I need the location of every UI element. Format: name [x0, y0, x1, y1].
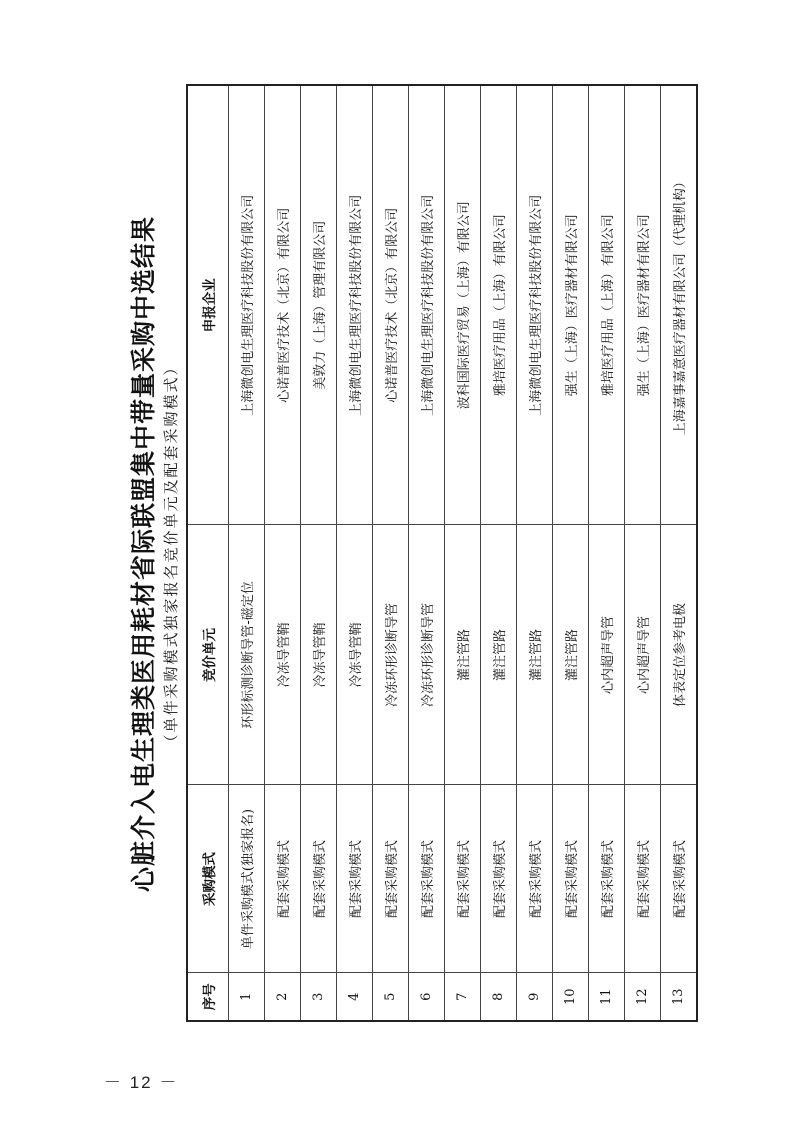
cell-mode: 配套采购模式 — [661, 785, 698, 973]
cell-unit: 体表定位参考电极 — [661, 525, 698, 785]
cell-unit: 灌注管路 — [481, 525, 517, 785]
cell-seq: 4 — [337, 973, 373, 1021]
cell-unit: 灌注管路 — [553, 525, 589, 785]
rotated-page-content — [124, 86, 688, 1022]
cell-seq: 2 — [265, 973, 301, 1021]
cell-mode: 配套采购模式 — [301, 785, 337, 973]
cell-unit: 灌注管路 — [445, 525, 481, 785]
cell-seq: 6 — [409, 973, 445, 1021]
cell-unit: 灌注管路 — [517, 525, 553, 785]
cell-mode: 配套采购模式 — [445, 785, 481, 973]
cell-seq: 3 — [301, 973, 337, 1021]
cell-seq: 7 — [445, 973, 481, 1021]
cell-mode: 配套采购模式 — [265, 785, 301, 973]
table-row — [661, 85, 698, 1021]
cell-mode: 配套采购模式 — [589, 785, 625, 973]
header-company: 申报企业 — [187, 85, 229, 525]
table-row — [589, 85, 625, 1021]
header-unit: 竞价单元 — [187, 525, 229, 785]
cell-seq: 10 — [553, 973, 589, 1021]
cell-unit: 冷冻环形诊断导管 — [373, 525, 409, 785]
table-row — [301, 85, 337, 1021]
cell-company: 上海嘉事嘉意医疗器材有限公司（代理机构） — [661, 85, 698, 525]
cell-seq: 11 — [589, 973, 625, 1021]
cell-mode: 配套采购模式 — [553, 785, 589, 973]
cell-seq: 1 — [229, 973, 265, 1021]
cell-company: 心诺普医疗技术（北京）有限公司 — [265, 85, 301, 525]
cell-company: 美敦力（上海）管理有限公司 — [301, 85, 337, 525]
cell-company: 强生（上海）医疗器材有限公司 — [553, 85, 589, 525]
table-row — [517, 85, 553, 1021]
cell-unit: 冷冻环形诊断导管 — [409, 525, 445, 785]
cell-mode: 配套采购模式 — [337, 785, 373, 973]
table-header-row — [187, 85, 229, 1021]
cell-unit: 冷冻导管鞘 — [265, 525, 301, 785]
table-row — [409, 85, 445, 1021]
cell-company: 雅培医疗用品（上海）有限公司 — [481, 85, 517, 525]
table-row — [229, 85, 265, 1021]
cell-mode: 配套采购模式 — [517, 785, 553, 973]
table-row — [553, 85, 589, 1021]
cell-seq: 8 — [481, 973, 517, 1021]
cell-seq: 13 — [661, 973, 698, 1021]
cell-company: 上海微创电生理医疗科技股份有限公司 — [409, 85, 445, 525]
cell-company: 上海微创电生理医疗科技股份有限公司 — [337, 85, 373, 525]
cell-unit: 冷冻导管鞘 — [337, 525, 373, 785]
table-row — [265, 85, 301, 1021]
cell-mode: 配套采购模式 — [373, 785, 409, 973]
cell-unit: 冷冻导管鞘 — [301, 525, 337, 785]
cell-mode: 单件采购模式(独家报名) — [229, 785, 265, 973]
cell-company: 上海微创电生理医疗科技股份有限公司 — [229, 85, 265, 525]
table-row — [373, 85, 409, 1021]
cell-seq: 12 — [625, 973, 661, 1021]
cell-mode: 配套采购模式 — [481, 785, 517, 973]
cell-company: 强生（上海）医疗器材有限公司 — [625, 85, 661, 525]
table-row — [481, 85, 517, 1021]
cell-seq: 5 — [373, 973, 409, 1021]
cell-unit: 环形标测诊断导管-磁定位 — [229, 525, 265, 785]
table-row — [625, 85, 661, 1021]
results-table — [186, 84, 698, 1022]
table-body — [229, 85, 698, 1021]
cell-unit: 心内超声导管 — [625, 525, 661, 785]
cell-mode: 配套采购模式 — [625, 785, 661, 973]
header-seq: 序号 — [187, 973, 229, 1021]
table-row — [445, 85, 481, 1021]
page-number: － 12 － — [104, 1073, 179, 1092]
cell-seq: 9 — [517, 973, 553, 1021]
cell-unit: 心内超声导管 — [589, 525, 625, 785]
cell-company: 心诺普医疗技术（北京）有限公司 — [373, 85, 409, 525]
cell-mode: 配套采购模式 — [409, 785, 445, 973]
cell-company: 上海微创电生理医疗科技股份有限公司 — [517, 85, 553, 525]
cell-company: 波科国际医疗贸易（上海）有限公司 — [445, 85, 481, 525]
document-title: 心脏介入电生理类医用耗材省际联盟集中带量采购中选结果 — [129, 216, 158, 893]
cell-company: 雅培医疗用品（上海）有限公司 — [589, 85, 625, 525]
document-subtitle: （单件采购模式独家报名竞价单元及配套采购模式） — [162, 358, 180, 750]
table-row — [337, 85, 373, 1021]
header-mode: 采购模式 — [187, 785, 229, 973]
